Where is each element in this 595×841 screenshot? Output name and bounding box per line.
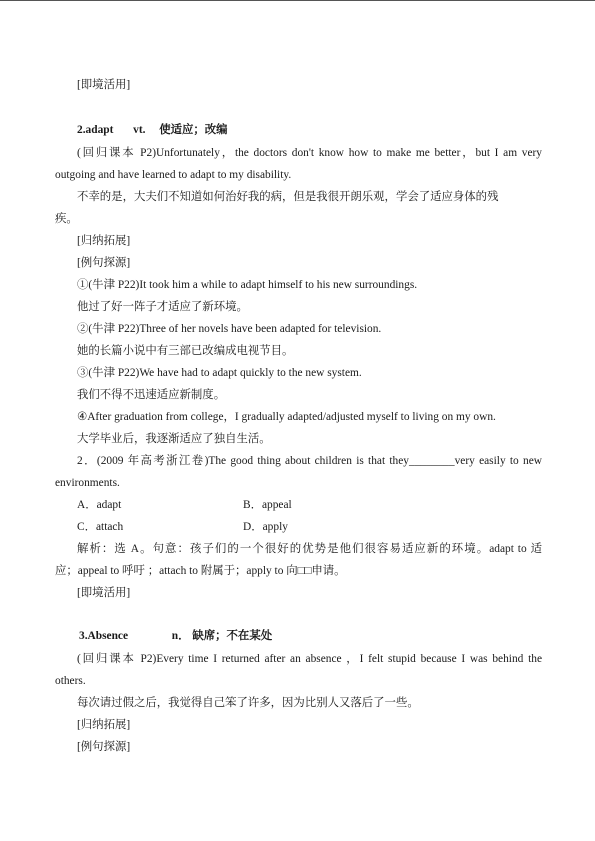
section-3-pos: n． bbox=[171, 630, 190, 642]
option-c: C．attach bbox=[77, 521, 124, 533]
section-2-heading bbox=[77, 123, 228, 137]
section-3-heading bbox=[79, 629, 272, 643]
section-3-tag-example: [例句探源] bbox=[77, 741, 131, 753]
example-4-cn: 大学毕业后，我逐渐适应了独自生活。 bbox=[77, 433, 271, 445]
question-line2: environments. bbox=[55, 477, 120, 489]
option-a: A．adapt bbox=[77, 499, 122, 511]
tag-apply-top: [即境活用] bbox=[77, 79, 131, 91]
section-3-tag-expand: [归纳拓展] bbox=[77, 719, 131, 731]
section-2-tag-example: [例句探源] bbox=[77, 257, 131, 269]
section-3-translation: 每次请过假之后，我觉得自己笨了许多，因为比别人又落后了一些。 bbox=[77, 697, 419, 709]
section-3-source-line2: others. bbox=[55, 675, 86, 687]
section-3-meaning: 缺席；不在某处 bbox=[192, 630, 273, 642]
example-4-en: ④After graduation from college，I gradually adapted/adjusted myself to living on my own. bbox=[77, 411, 496, 423]
section-2-pos: vt. bbox=[133, 124, 146, 136]
section-2-word: .adapt bbox=[82, 124, 114, 136]
example-1-cn: 他过了好一阵子才适应了新环境。 bbox=[77, 301, 248, 313]
section-2-translation-line1: 不幸的是，大夫们不知道如何治好我的病，但是我很开朗乐观，学会了适应身体的残 bbox=[77, 191, 499, 203]
section-3-source-line1: (回归课本 P2)Every time I returned after an absence ，I felt stupid because I was behind the bbox=[77, 653, 542, 665]
section-2-meaning: 使适应；改编 bbox=[159, 124, 228, 136]
section-2-source-line2: outgoing and have learned to adapt to my disability. bbox=[55, 169, 292, 181]
option-b: B．appeal bbox=[243, 499, 292, 511]
example-3-cn: 我们不得不迅速适应新制度。 bbox=[77, 389, 226, 401]
section-2-tag-apply: [即境活用] bbox=[77, 587, 131, 599]
section-2-source-line1: (回归课本 P2)Unfortunately，the doctors don't know how to make me better，but I am very bbox=[77, 147, 542, 159]
example-2-cn: 她的长篇小说中有三部已改编成电视节目。 bbox=[77, 345, 294, 357]
section-2-number: 2 bbox=[77, 124, 83, 136]
answer-line2: 应；appeal to 呼吁 ；attach to 附属于；apply to 向□□申请。 bbox=[55, 565, 346, 577]
question-line1: 2．(2009 年高考浙江卷)The good thing about children is that they________very easily to new bbox=[77, 455, 542, 467]
section-2-translation-line2: 疾。 bbox=[55, 213, 78, 225]
section-3-word: .Absence bbox=[84, 630, 129, 642]
example-2-en: ②(牛津 P22)Three of her novels have been adapted for television. bbox=[77, 323, 382, 335]
answer-line1: 解析：选 A。句意：孩子们的一个很好的优势是他们很容易适应新的环境。adapt to 适 bbox=[77, 543, 542, 555]
section-2-tag-expand: [归纳拓展] bbox=[77, 235, 131, 247]
option-d: D．apply bbox=[243, 521, 288, 533]
example-3-en: ③(牛津 P22)We have had to adapt quickly to the new system. bbox=[77, 367, 362, 379]
example-1-en: ①(牛津 P22)It took him a while to adapt himself to his new surroundings. bbox=[77, 279, 418, 291]
section-3-number: 3 bbox=[79, 630, 85, 642]
